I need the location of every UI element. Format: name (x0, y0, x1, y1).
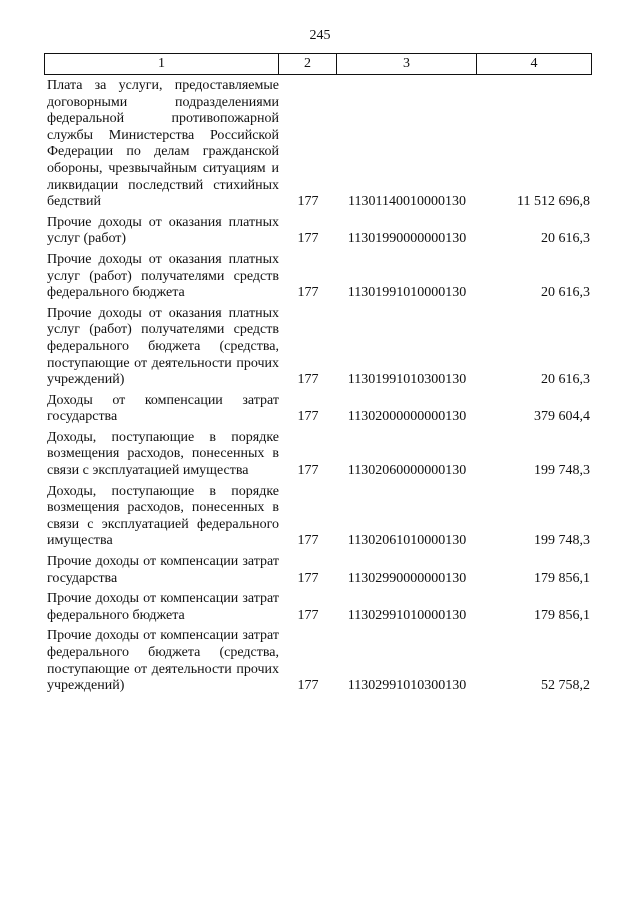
classification-code: 11302991010300130 (347, 678, 467, 694)
amount: 199 748,3 (534, 533, 590, 549)
revenue-name: Плата за услуги, предоставляемые договорными подразделениями федеральной противопожарной службы Министерства Российской Федерации по делам гражданской обороны, чрезвычайным ситуациям и ликвидации последствий стихийных бедствий (47, 78, 279, 210)
admin-code: 177 (297, 194, 319, 210)
revenue-name: Доходы, поступающие в порядке возмещения расходов, понесенных в связи с эксплуатацией имущества (47, 429, 279, 479)
classification-code: 11302991010000130 (347, 607, 467, 623)
classification-code: 11301990000000130 (347, 231, 467, 247)
amount: 11 512 696,8 (517, 194, 590, 210)
revenue-table-body (47, 78, 592, 699)
table-row (47, 252, 592, 302)
admin-code: 177 (297, 409, 319, 425)
column-header-3: 3 (337, 54, 477, 75)
classification-code: 11301140010000130 (348, 194, 466, 210)
classification-code: 11302990000000130 (347, 570, 467, 586)
admin-code: 177 (297, 678, 319, 694)
column-header-2: 2 (279, 54, 337, 75)
admin-code: 177 (297, 570, 319, 586)
admin-code: 177 (297, 463, 319, 479)
classification-code: 11301991010300130 (347, 372, 467, 388)
amount: 199 748,3 (534, 463, 590, 479)
amount: 179 856,1 (534, 607, 590, 623)
classification-code: 11302000000000130 (347, 409, 467, 425)
admin-code: 177 (297, 607, 319, 623)
amount: 179 856,1 (534, 570, 590, 586)
column-header-1: 1 (45, 54, 279, 75)
table-row (47, 591, 592, 624)
admin-code: 177 (297, 533, 319, 549)
column-header-row (45, 54, 592, 75)
revenue-name: Прочие доходы от оказания платных услуг (работ) (47, 214, 279, 247)
revenue-name: Прочие доходы от оказания платных услуг (работ) получателями средств федерального бюджета (средства, поступающие от деятельности прочих учреждений) (47, 305, 279, 388)
amount: 379 604,4 (534, 409, 590, 425)
table-row (47, 628, 592, 694)
table-row (47, 306, 592, 389)
revenue-name: Прочие доходы от компенсации затрат федерального бюджета (средства, поступающие от деятельности прочих учреждений) (47, 628, 279, 694)
page-number: 245 (309, 28, 331, 43)
classification-code: 11302061010000130 (347, 533, 467, 549)
column-header-4: 4 (477, 54, 592, 75)
amount: 20 616,3 (541, 231, 590, 247)
admin-code: 177 (297, 285, 319, 301)
revenue-name: Доходы от компенсации затрат государства (47, 392, 279, 425)
admin-code: 177 (297, 372, 319, 388)
table-row (47, 430, 592, 480)
table-row (47, 393, 592, 426)
classification-code: 11301991010000130 (347, 285, 467, 301)
revenue-name: Прочие доходы от оказания платных услуг (работ) получателями средств федерального бюджета (47, 251, 279, 301)
revenue-name: Прочие доходы от компенсации затрат государства (47, 554, 279, 586)
amount: 20 616,3 (541, 372, 590, 388)
amount: 20 616,3 (541, 285, 590, 301)
table-row (47, 554, 592, 587)
table-row (47, 215, 592, 248)
column-header-table (44, 53, 592, 75)
table-row (47, 78, 592, 211)
amount: 52 758,2 (541, 678, 590, 694)
table-row (47, 484, 592, 550)
classification-code: 11302060000000130 (347, 463, 467, 479)
revenue-name: Доходы, поступающие в порядке возмещения расходов, понесенных в связи с эксплуатацией федерального имущества (47, 483, 279, 549)
revenue-name: Прочие доходы от компенсации затрат федерального бюджета (47, 591, 279, 623)
admin-code: 177 (297, 231, 319, 247)
